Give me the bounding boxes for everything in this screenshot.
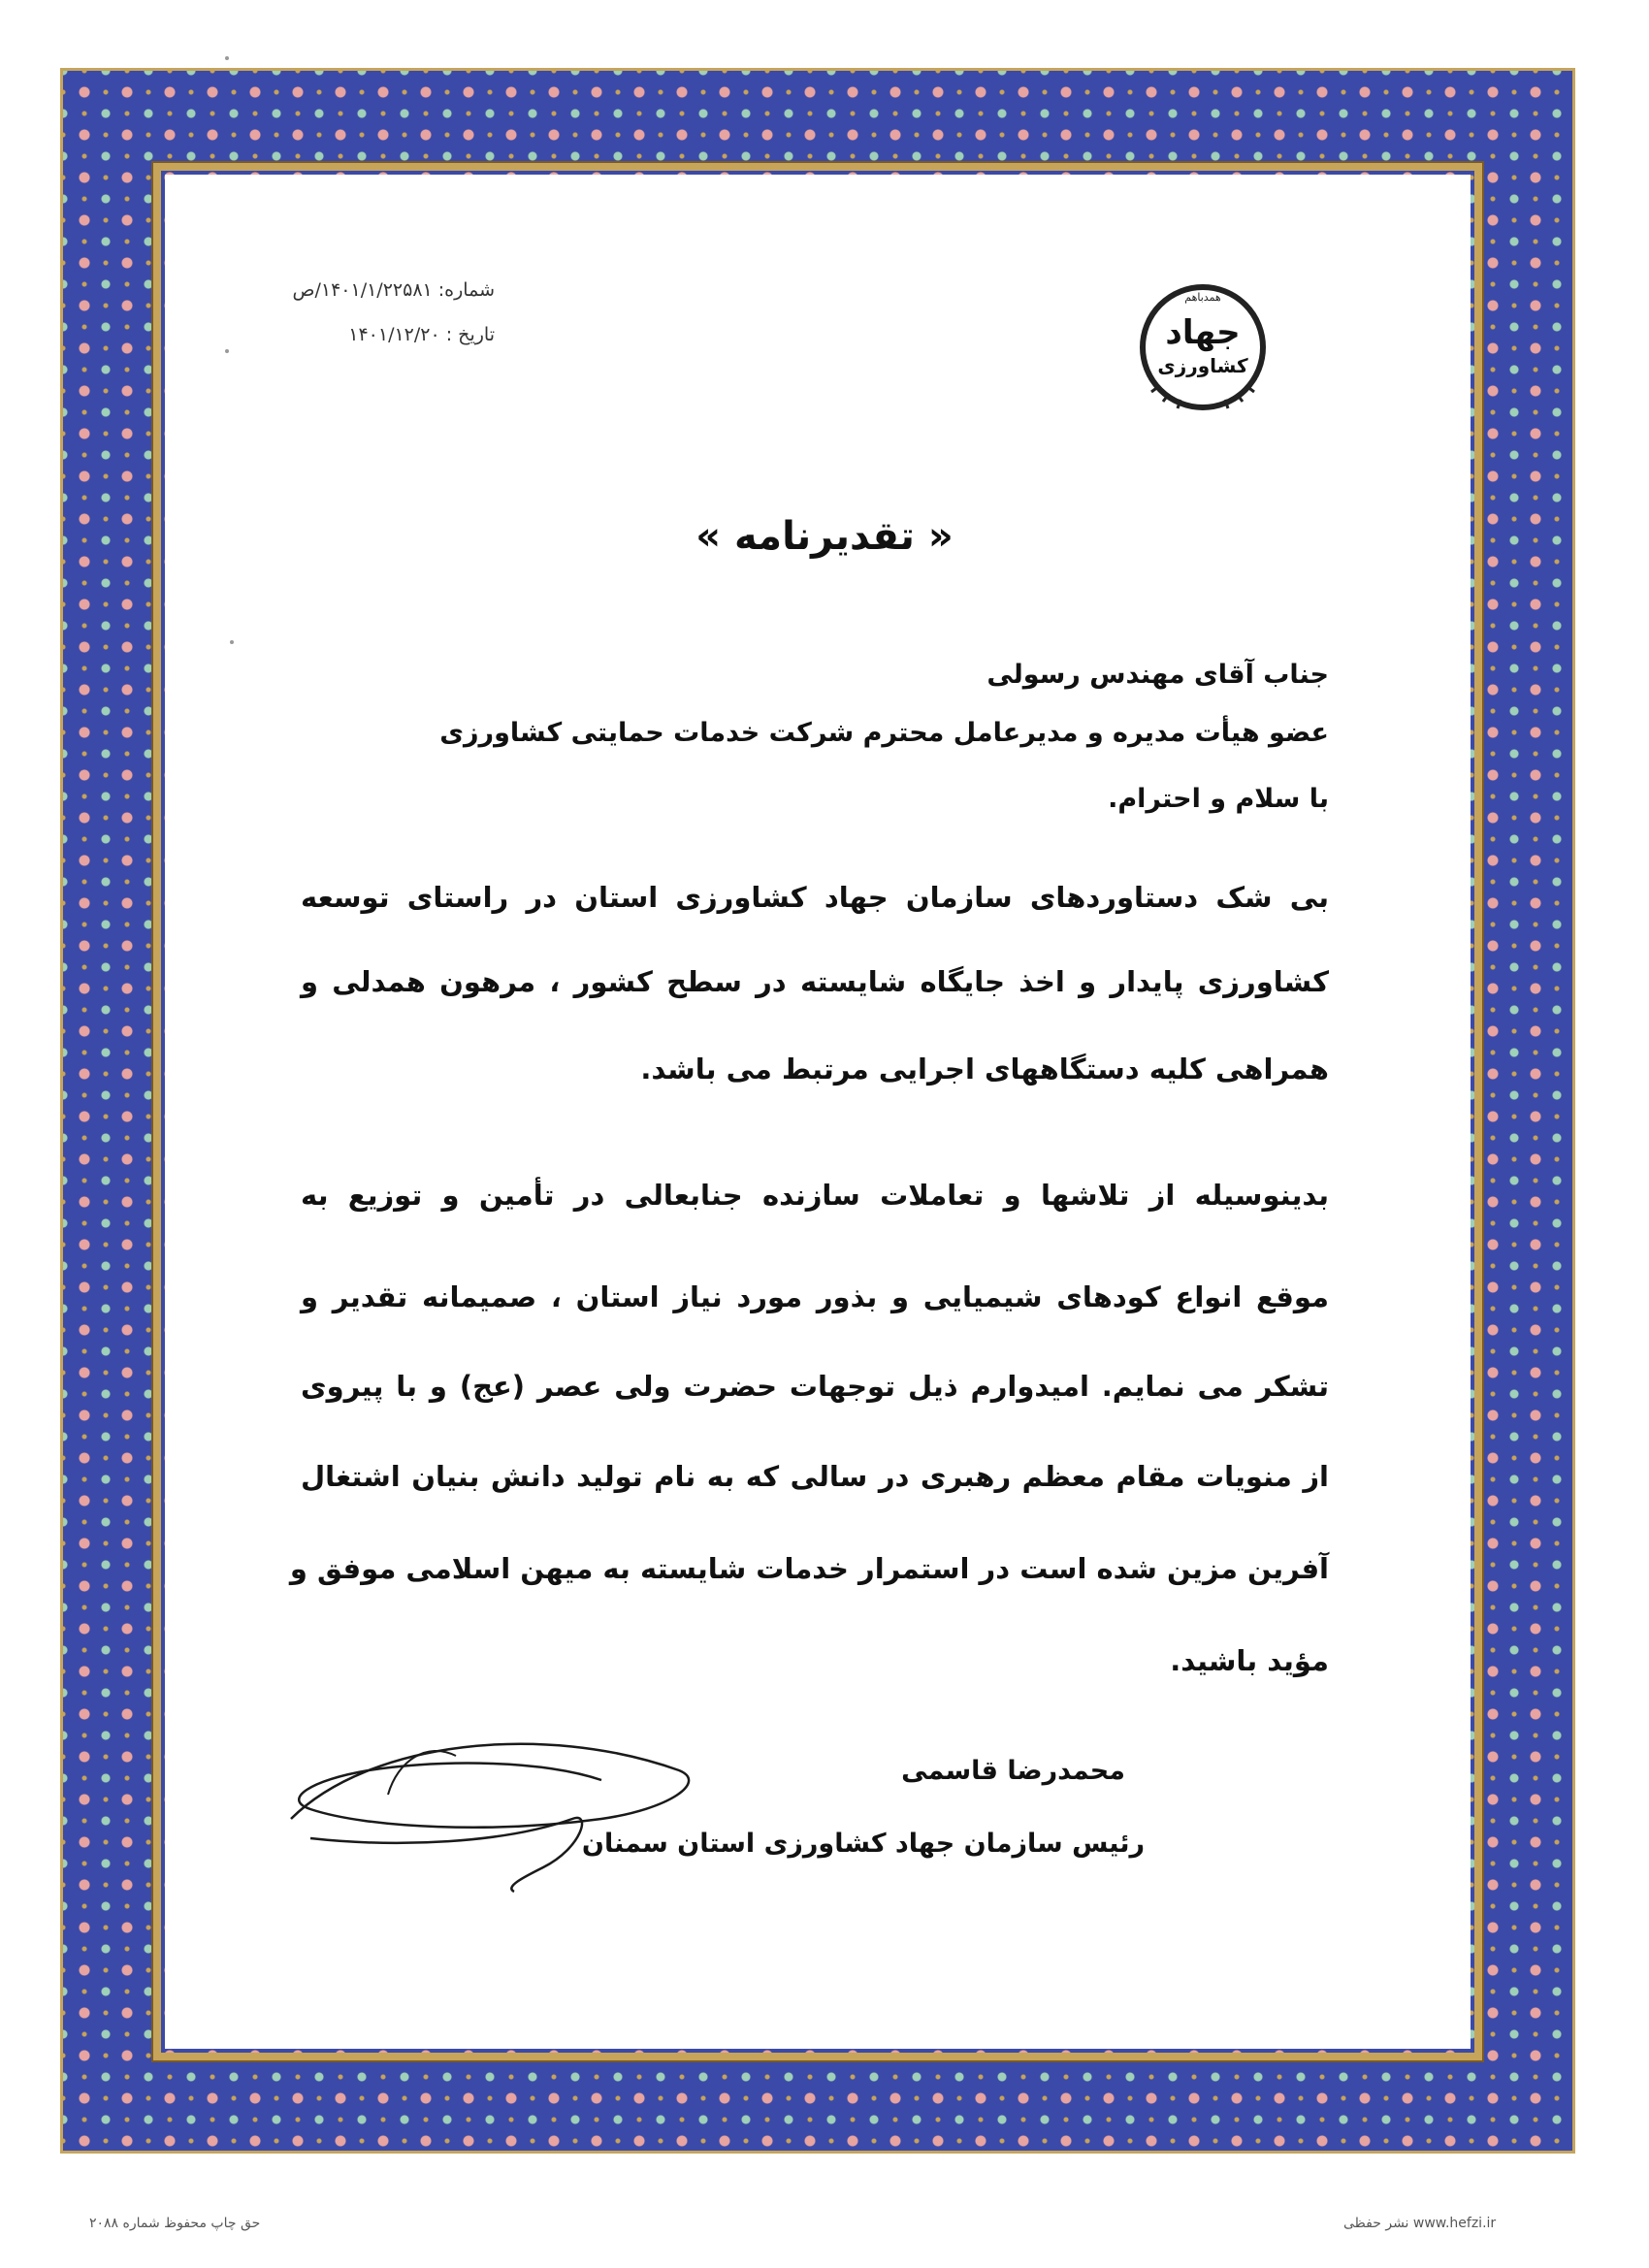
footer-copyright: حق چاپ محفوظ شماره ۲۰۸۸ xyxy=(89,2216,261,2231)
jahad-keshavarzi-logo xyxy=(1130,272,1276,427)
logo-sub-text: کشاورزی xyxy=(1157,354,1248,377)
paragraph1-line: همراهی کلیه دستگاههای اجرایی مرتبط می باشد. xyxy=(640,1053,1329,1085)
paragraph1-line: کشاورزی پایدار و اخذ جایگاه شایسته در سطح کشور ، مرهون همدلی و xyxy=(301,965,1329,998)
greeting: با سلام و احترام. xyxy=(1108,784,1329,814)
recipient-position: عضو هیأت مدیره و مدیرعامل محترم شرکت خدمات حمایتی کشاورزی xyxy=(439,718,1329,748)
document-title: « تقدیرنامه » xyxy=(695,514,954,559)
paragraph2-line: آفرین مزین شده است در استمرار خدمات شایسته به میهن اسلامی موفق و xyxy=(289,1552,1329,1585)
letter-number: شماره: ۱۴۰۱/۱/۲۲۵۸۱/ص xyxy=(292,279,495,301)
paragraph2-line: موقع انواع کودهای شیمیایی و بذور مورد نیاز استان ، صمیمانه تقدیر و xyxy=(301,1280,1329,1313)
paragraph2-line: از منویات مقام معظم رهبری در سالی که به نام تولید دانش بنیان اشتغال xyxy=(301,1460,1329,1493)
scan-speck xyxy=(230,640,234,644)
paragraph2-line: بدینوسیله از تلاشها و تعاملات سازنده جنابعالی در تأمین و توزیع به xyxy=(301,1179,1329,1212)
paragraph2-line: مؤید باشید. xyxy=(1170,1644,1329,1677)
logo-top-text: همدباهم xyxy=(1184,291,1221,304)
signatory-position: رئیس سازمان جهاد کشاورزی استان سمنان xyxy=(581,1829,1145,1859)
recipient-name: جناب آقای مهندس رسولی xyxy=(986,660,1329,690)
scan-speck xyxy=(225,349,229,353)
logo-main-text: جهاد xyxy=(1165,313,1241,352)
scan-speck xyxy=(225,56,229,60)
paragraph2-line: تشکر می نمایم. امیدوارم ذیل توجهات حضرت ولی عصر (عج) و با پیروی xyxy=(301,1370,1329,1403)
paragraph1-line: بی شک دستاوردهای سازمان جهاد کشاورزی استان در راستای توسعه xyxy=(301,881,1329,914)
signatory-name: محمدرضا قاسمی xyxy=(901,1756,1125,1786)
handwritten-signature xyxy=(252,1702,737,1896)
letter-date: تاریخ : ۱۴۰۱/۱۲/۲۰ xyxy=(348,324,495,345)
footer-publisher: www.hefzi.ir نشر حفظی xyxy=(1343,2216,1497,2231)
